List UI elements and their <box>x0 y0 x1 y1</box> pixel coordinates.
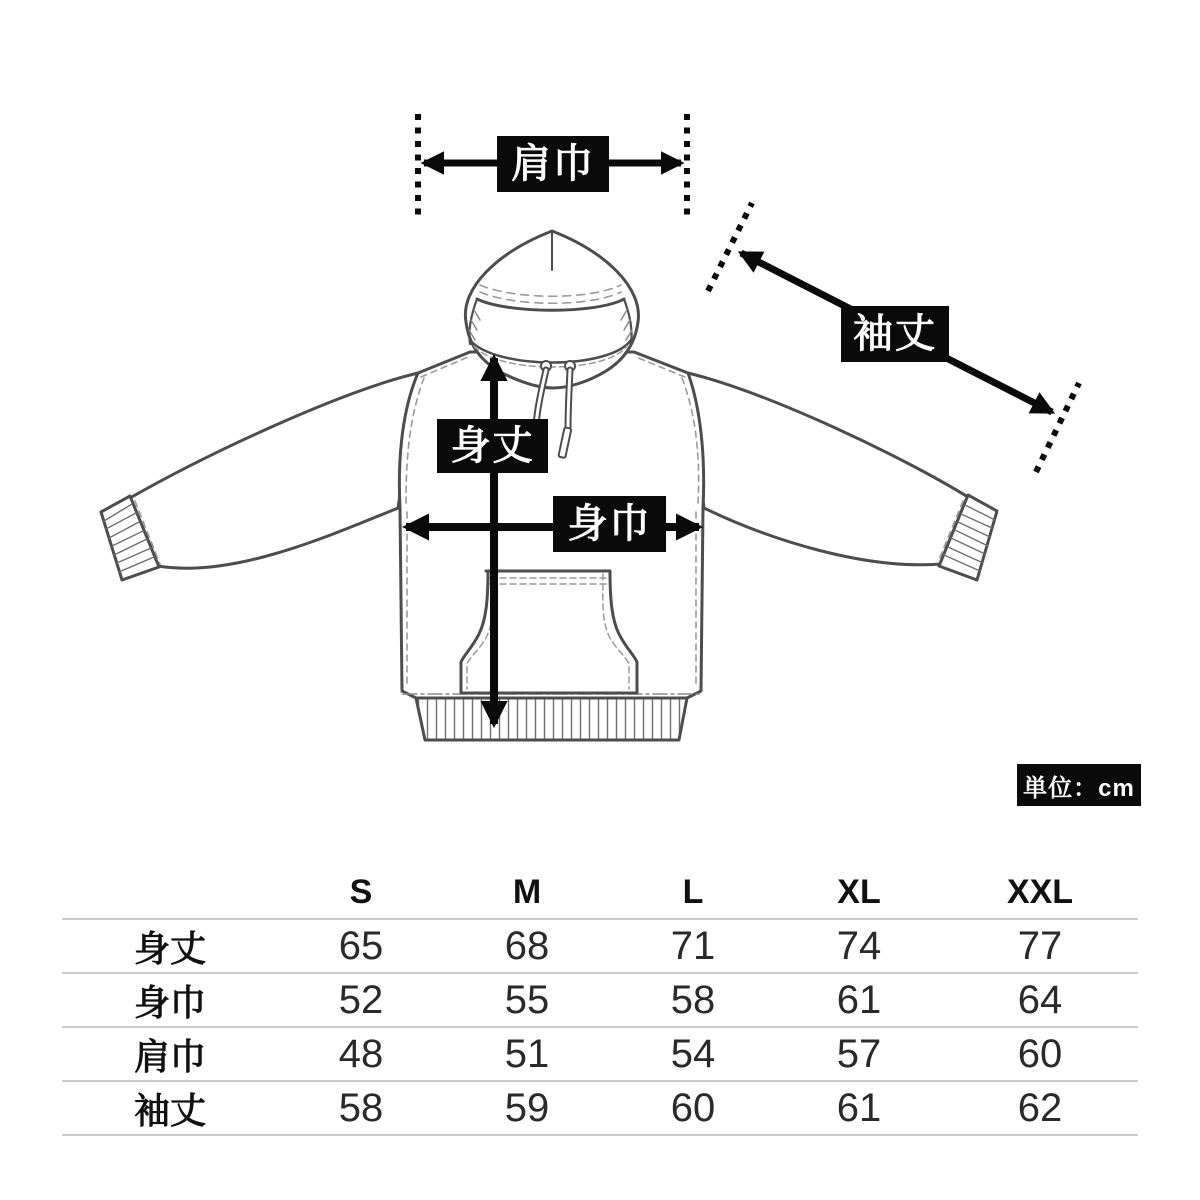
col-header-s: S <box>349 872 373 911</box>
table-cell: 71 <box>670 923 716 968</box>
table-cell: 61 <box>836 977 882 1022</box>
table-cell: 64 <box>1017 977 1063 1022</box>
size-header-row <box>62 866 1138 919</box>
table-cell: 59 <box>504 1085 550 1130</box>
table-cell: 62 <box>1017 1085 1063 1130</box>
col-header-xl: XL <box>837 872 881 911</box>
table-cell: 68 <box>504 923 550 968</box>
label-body-length: 身丈 <box>437 419 548 473</box>
table-cell: 54 <box>670 1031 716 1076</box>
table-cell: 52 <box>338 977 384 1022</box>
table-cell: 77 <box>1017 923 1063 968</box>
col-header-l: L <box>682 872 704 911</box>
table-cell: 51 <box>504 1031 550 1076</box>
size-table <box>62 866 1138 1136</box>
row-label: 肩巾 <box>133 1035 206 1077</box>
table-cell: 57 <box>836 1031 882 1076</box>
kangaroo-pocket <box>461 571 637 693</box>
row-label: 袖丈 <box>133 1089 206 1131</box>
corner-cell <box>62 866 278 919</box>
table-row-shoulder-width <box>62 1027 1138 1081</box>
table-cell: 60 <box>670 1085 716 1130</box>
table-cell: 60 <box>1017 1031 1063 1076</box>
col-header-xxl: XXL <box>1006 872 1074 911</box>
table-row-body-length <box>62 919 1138 973</box>
col-header-m: M <box>512 872 542 911</box>
right-sleeve <box>688 373 968 565</box>
left-sleeve <box>130 373 418 568</box>
table-cell: 65 <box>338 923 384 968</box>
table-row-sleeve-length <box>62 1081 1138 1135</box>
unit-badge: 単位：cm <box>1017 764 1141 806</box>
label-body-width: 身巾 <box>553 496 666 552</box>
hem-rib <box>416 698 687 740</box>
table-row-body-width <box>62 973 1138 1027</box>
table-cell: 74 <box>836 923 882 968</box>
table-cell: 55 <box>504 977 550 1022</box>
row-label: 身丈 <box>133 927 206 969</box>
row-label: 身巾 <box>133 981 206 1023</box>
label-sleeve-length: 袖丈 <box>841 306 949 362</box>
label-shoulder-width: 肩巾 <box>497 136 609 192</box>
table-cell: 48 <box>338 1031 384 1076</box>
table-cell: 58 <box>670 977 716 1022</box>
table-cell: 58 <box>338 1085 384 1130</box>
table-cell: 61 <box>836 1085 882 1130</box>
